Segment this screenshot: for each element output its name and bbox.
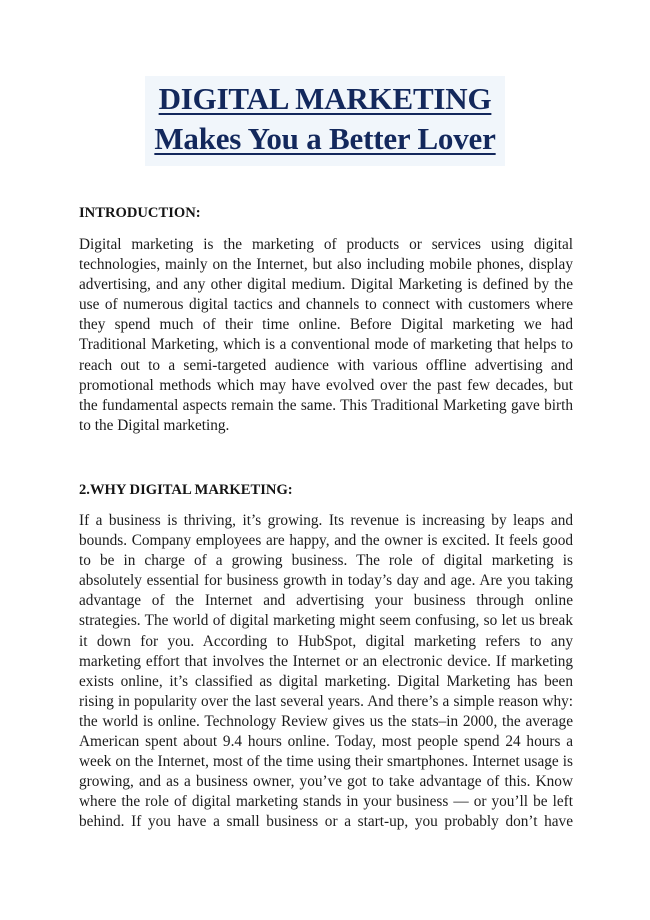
why-digital-marketing-paragraph: [79, 511, 573, 833]
introduction-paragraph: [79, 235, 573, 436]
text-line: advertising, and any other digital medium. Digital Marketing is defined by the: [79, 276, 573, 294]
text-line: reach out to a semi-targeted audience with various offline advertising and: [79, 356, 573, 374]
text-line: the fundamental aspects remain the same. This Traditional Marketing gave birth: [79, 396, 573, 414]
document-subtitle: Makes You a Better Lover: [154, 121, 496, 156]
text-line: promotional methods which may have evolved over the past few decades, but: [79, 376, 573, 394]
text-line: American spent about 9.4 hours online. Today, most people spend 24 hours a: [79, 733, 573, 751]
section-heading-introduction: INTRODUCTION:: [79, 205, 201, 221]
text-line: Digital marketing is the marketing of products or services using digital: [79, 236, 573, 253]
text-line: marketing effort that involves the Internet or an electronic device. If marketing: [79, 652, 573, 670]
text-line: strategies. The world of digital marketing might seem confusing, so let us break: [79, 612, 573, 630]
text-line: advantage of the Internet and advertising your business through online: [79, 592, 573, 610]
text-line: they spend much of their time online. Before Digital marketing we had: [79, 316, 573, 334]
text-line: technologies, mainly on the Internet, but also including mobile phones, display: [79, 256, 573, 274]
text-line: the world is online. Technology Review gives us the stats–in 2000, the average: [79, 712, 573, 730]
text-line: to be in charge of a growing business. The role of digital marketing is: [79, 552, 573, 570]
text-line: it down for you. According to HubSpot, digital marketing refers to any: [79, 632, 573, 650]
text-line: use of numerous digital tactics and channels to connect with customers where: [79, 296, 573, 314]
text-line: exists online, it’s classified as digital marketing. Digital Marketing has been: [79, 672, 573, 690]
text-line: Traditional Marketing, which is a conventional mode of marketing that helps to: [79, 336, 573, 354]
text-line: week on the Internet, most of the time using their smartphones. Internet usage is: [79, 753, 573, 771]
text-line: bounds. Company employees are happy, and the owner is excited. It feels good: [79, 532, 573, 550]
text-line: growing, and as a business owner, you’ve got to take advantage of this. Know: [79, 773, 573, 791]
text-line: absolutely essential for business growth in today’s day and age. Are you taking: [79, 572, 573, 590]
document-title: DIGITAL MARKETING: [158, 81, 492, 116]
text-line: If a business is thriving, it’s growing. Its revenue is increasing by leaps and: [79, 512, 573, 529]
text-line: where the role of digital marketing stands in your business — or you’ll be left: [79, 793, 573, 811]
section-heading-why-digital-marketing: 2.WHY DIGITAL MARKETING:: [79, 482, 293, 498]
text-line: to the Digital marketing.: [79, 416, 230, 434]
text-line: behind. If you have a small business or a start-up, you probably don’t have: [79, 813, 573, 831]
text-line: rising in popularity over the last several years. And there’s a simple reason why:: [79, 692, 573, 710]
